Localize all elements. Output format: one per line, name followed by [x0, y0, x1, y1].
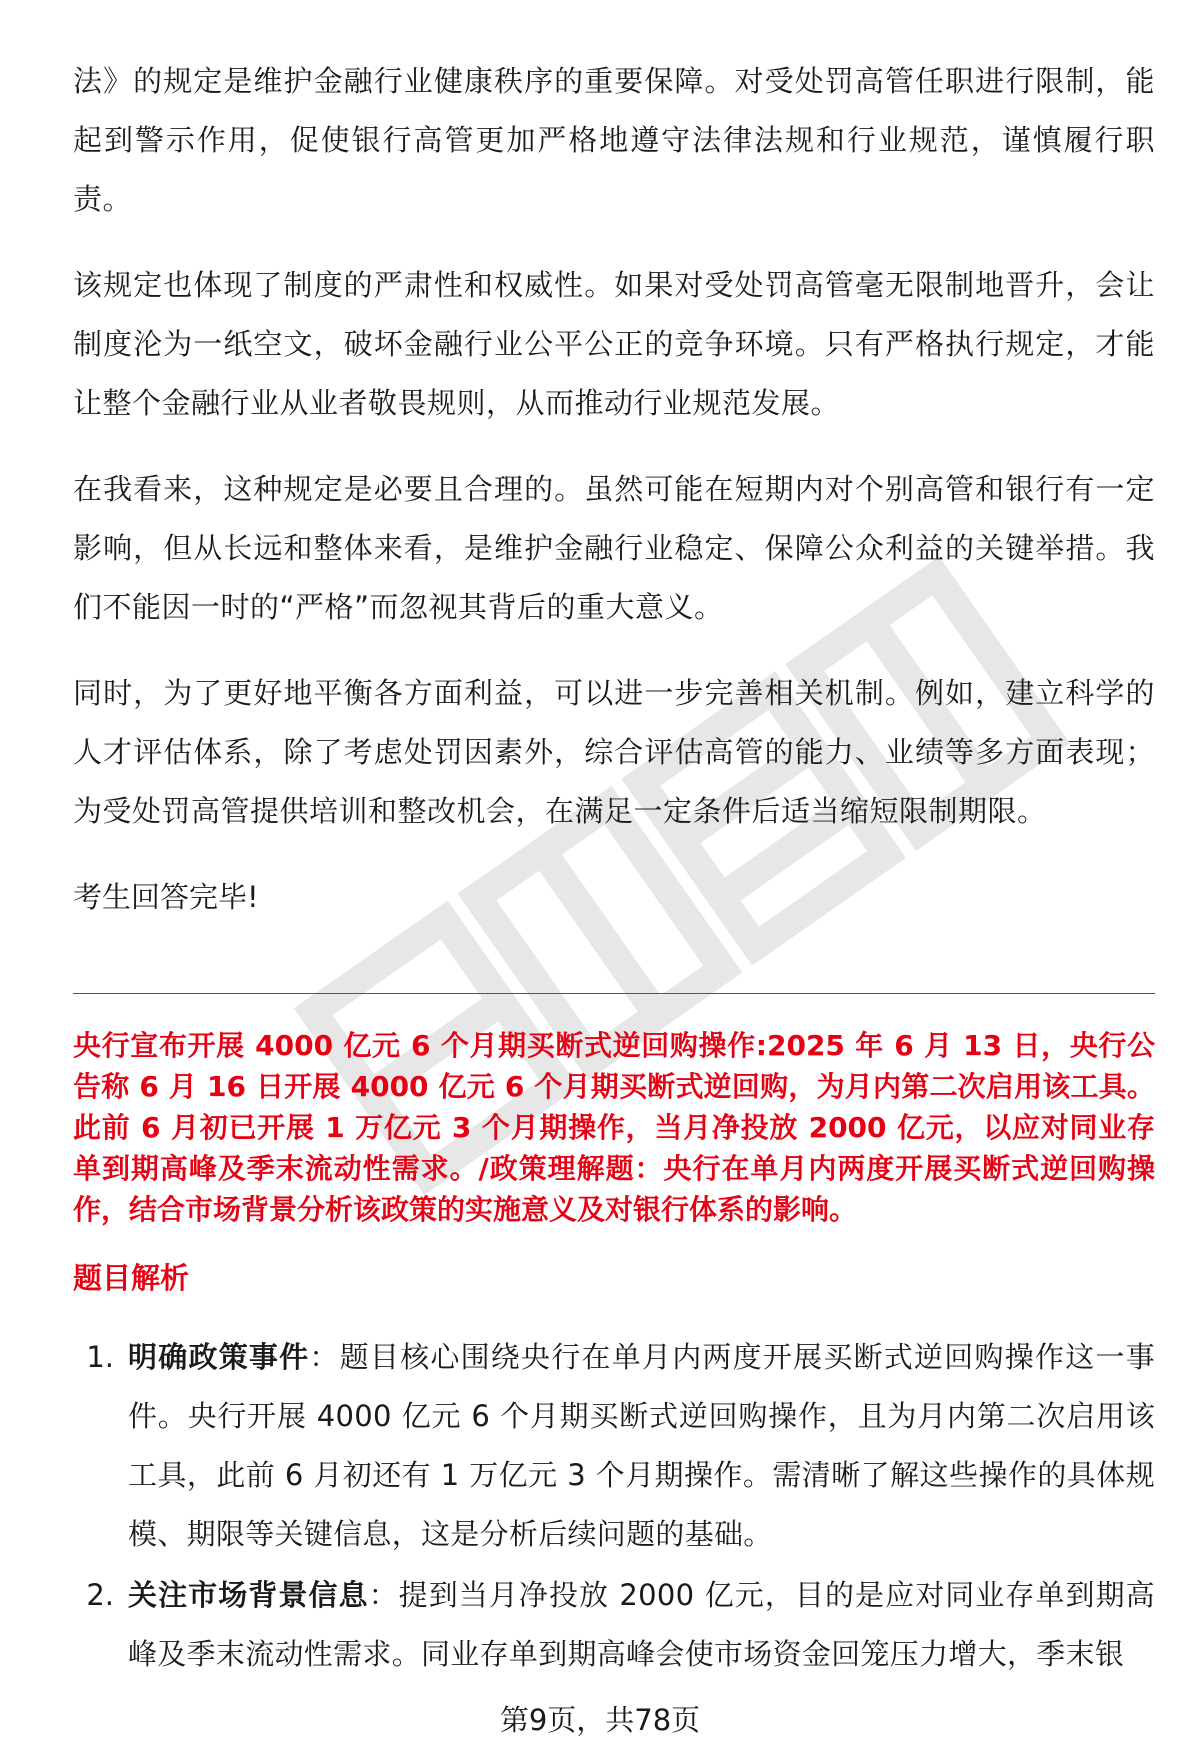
analysis-list — [73, 1328, 1155, 1686]
section-title: 题目解析 — [73, 1261, 190, 1295]
answer-paragraph-2: 该规定也体现了制度的严肃性和权威性。如果对受处罚高管毫无限制地晋升，会让制度沦为一纸空文，破坏金融行业公平公正的竞争环境。只有严格执行规定，才能让整个金融行业从业者敬畏规则，从而推动行业规范发展。 — [73, 268, 1155, 420]
answer-body — [73, 52, 1155, 927]
closing-line: 考生回答完毕! — [73, 880, 259, 914]
question-prompt: 央行宣布开展 4000 亿元 6 个月期买断式逆回购操作:2025 年 6 月 13 日，央行公告称 6 月 16 日开展 4000 亿元 6 个月期买断式逆回购，为月内第二次启用该工具。此前 6 月初已开展 1 万亿元 3 个月期操作，当月净投放 2000 亿元，以应对同业存单到期高峰及季末流动性需求。/政策理解题：央行在单月内两度开展买断式逆回购操作，结合市场背景分析该政策的实施意义及对银行体系的影响。 — [73, 1029, 1155, 1226]
answer-paragraph-4: 同时，为了更好地平衡各方面利益，可以进一步完善相关机制。例如，建立科学的人才评估体系，除了考虑处罚因素外，综合评估高管的能力、业绩等多方面表现；为受处罚高管提供培训和整改机会，在满足一定条件后适当缩短限制期限。 — [73, 676, 1155, 828]
list-item-number: 1. — [86, 1340, 114, 1374]
page-number: 第9页，共78页 — [499, 1703, 701, 1737]
list-item-text: ：提到当月净投放 2000 亿元，目的是应对同业存单到期高峰及季末流动性需求。同业存单到期高峰会使市场资金回笼压力增大，季末银 — [128, 1578, 1155, 1671]
list-item — [73, 1328, 1155, 1564]
section-divider — [73, 993, 1155, 994]
list-item — [73, 1566, 1155, 1684]
answer-paragraph-3: 在我看来，这种规定是必要且合理的。虽然可能在短期内对个别高管和银行有一定影响，但从长远和整体来看，是维护金融行业稳定、保障公众利益的关键举措。我们不能因一时的“严格”而忽视其背后的重大意义。 — [73, 472, 1155, 624]
list-item-body — [128, 1328, 1155, 1564]
list-item-body — [128, 1566, 1155, 1684]
list-item-heading: 明确政策事件 — [128, 1340, 310, 1374]
answer-paragraph-1: 法》的规定是维护金融行业健康秩序的重要保障。对受处罚高管任职进行限制，能起到警示作用，促使银行高管更加严格地遵守法律法规和行业规范，谨慎履行职责。 — [73, 64, 1155, 216]
list-item-text: ：题目核心围绕央行在单月内两度开展买断式逆回购操作这一事件。央行开展 4000 亿元 6 个月期买断式逆回购操作，且为月内第二次启用该工具，此前 6 月初还有 1 万亿元 3 个月期操作。需清晰了解这些操作的具体规模、期限等关键信息，这是分析后续问题的基础。 — [128, 1340, 1155, 1551]
list-item-number: 2. — [86, 1578, 114, 1612]
list-item-heading: 关注市场背景信息 — [128, 1578, 369, 1612]
